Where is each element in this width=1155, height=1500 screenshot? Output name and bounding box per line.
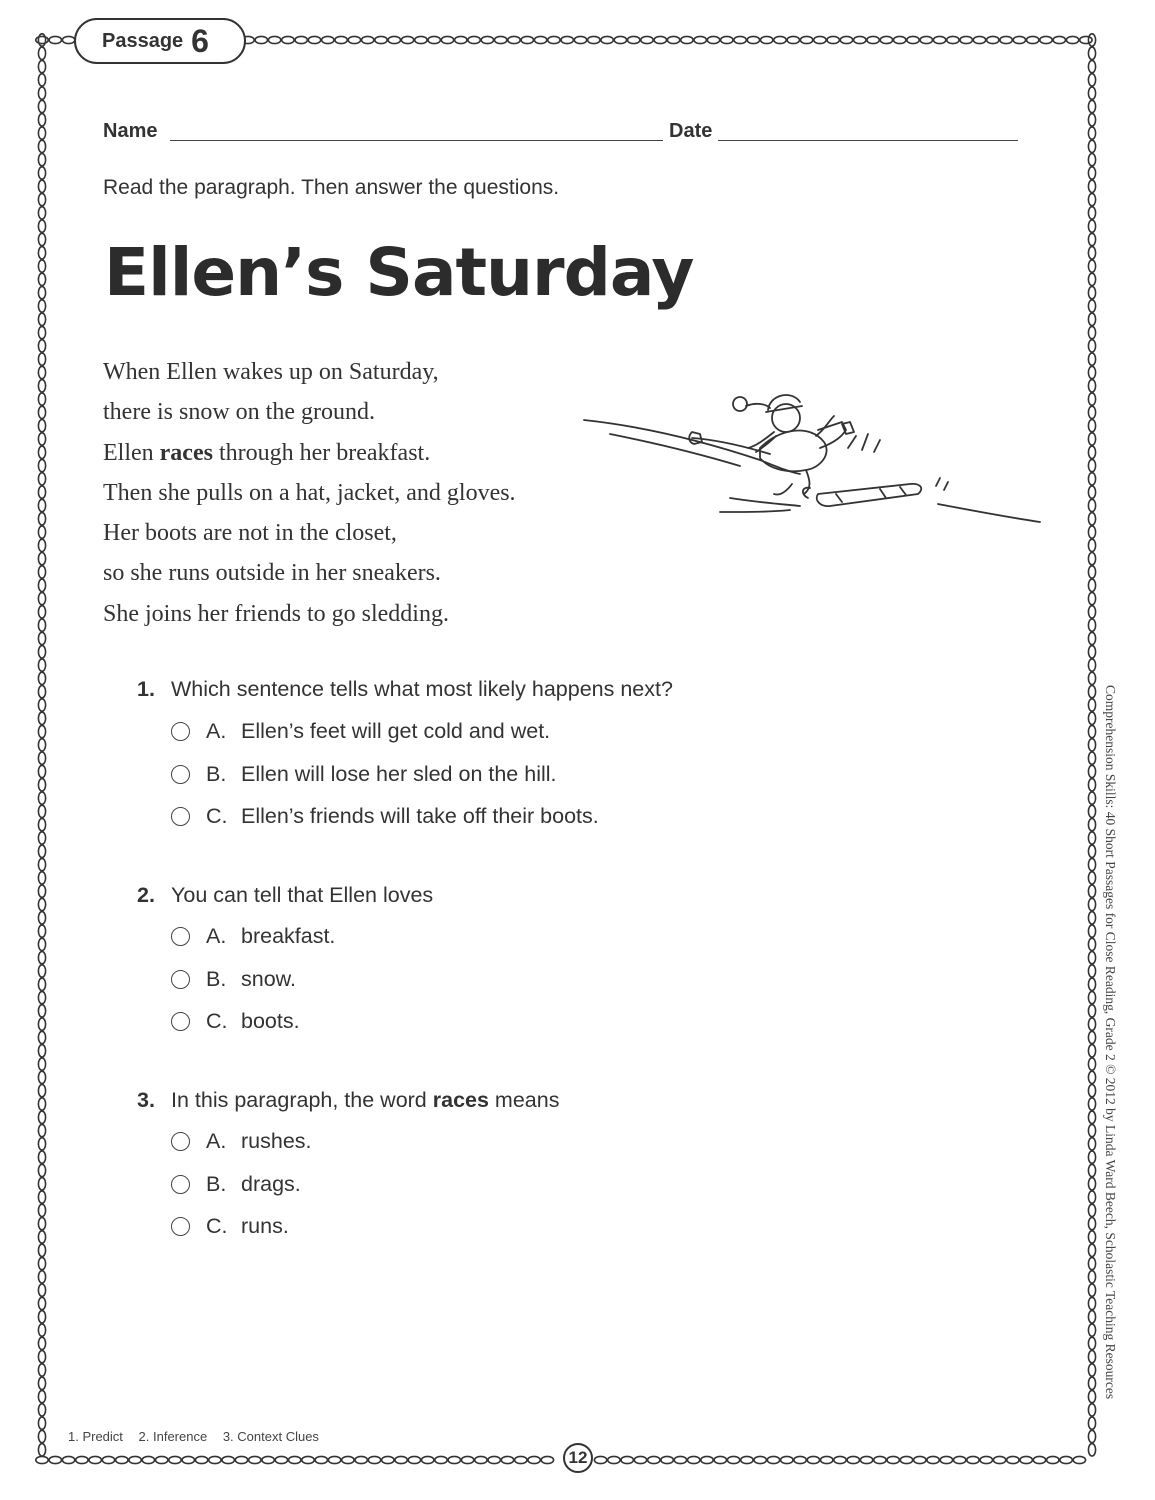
option-letter: C. xyxy=(206,1214,228,1238)
sledding-girl-illustration xyxy=(580,388,1045,538)
question-2 xyxy=(137,883,433,908)
radio-button[interactable] xyxy=(171,807,190,826)
passage-text xyxy=(103,352,516,634)
date-label: Date xyxy=(669,120,713,142)
name-field-line[interactable] xyxy=(170,140,663,141)
question-text: You can tell that Ellen loves xyxy=(171,883,434,907)
passage-number: 6 xyxy=(191,22,209,59)
passage-label: Passage xyxy=(102,29,184,52)
option-text: rushes. xyxy=(241,1129,312,1153)
option-letter: B. xyxy=(206,1172,227,1196)
radio-button[interactable] xyxy=(171,1012,190,1031)
question-number: 2. xyxy=(137,883,155,907)
copyright-credit: Comprehension Skills: 40 Short Passages for Close Reading, Grade 2 © 2012 by Linda Ward Beech, Scholastic Teaching Resources xyxy=(1103,685,1118,1400)
instructions: Read the paragraph. Then answer the questions. xyxy=(103,176,560,199)
option-text: breakfast. xyxy=(241,924,336,948)
skills-footer xyxy=(68,1429,331,1444)
option-text: Ellen’s friends will take off their boots. xyxy=(241,804,599,828)
option-letter: A. xyxy=(206,1129,227,1153)
option-text: Ellen’s feet will get cold and wet. xyxy=(241,719,551,743)
question-1 xyxy=(137,677,673,702)
passage-line: Ellen races through her breakfast. xyxy=(103,439,431,466)
skill-label: 1. Predict xyxy=(68,1429,123,1444)
option-text: snow. xyxy=(241,967,296,991)
radio-button[interactable] xyxy=(171,722,190,741)
option-letter: A. xyxy=(206,719,227,743)
passage-title: Ellen’s Saturday xyxy=(104,234,694,311)
radio-button[interactable] xyxy=(171,927,190,946)
name-date-row xyxy=(103,118,1018,144)
option-text: Ellen will lose her sled on the hill. xyxy=(241,762,557,786)
radio-button[interactable] xyxy=(171,1175,190,1194)
radio-button[interactable] xyxy=(171,970,190,989)
name-label: Name xyxy=(103,120,158,142)
question-text: Which sentence tells what most likely happens next? xyxy=(171,677,673,701)
option-text: drags. xyxy=(241,1172,301,1196)
passage-line: When Ellen wakes up on Saturday, xyxy=(103,359,439,385)
date-field-line[interactable] xyxy=(718,140,1018,141)
question-number: 1. xyxy=(137,677,155,701)
skill-label: 3. Context Clues xyxy=(222,1429,319,1444)
question-text: In this paragraph, the word xyxy=(171,1088,433,1112)
passage-line: there is snow on the ground. xyxy=(103,399,375,426)
option-text: boots. xyxy=(241,1009,300,1033)
passage-line: Then she pulls on a hat, jacket, and gloves. xyxy=(103,479,516,506)
option-letter: B. xyxy=(206,967,227,991)
option-letter: B. xyxy=(206,762,227,786)
radio-button[interactable] xyxy=(171,1217,190,1236)
question-number: 3. xyxy=(137,1088,155,1112)
option-letter: C. xyxy=(206,804,228,828)
vocab-word: races xyxy=(432,1088,489,1112)
skill-label: 2. Inference xyxy=(138,1429,208,1444)
option-letter: A. xyxy=(206,924,227,948)
radio-button[interactable] xyxy=(171,765,190,784)
page-number: 12 xyxy=(563,1443,593,1473)
passage-tab xyxy=(74,18,246,64)
passage-line: She joins her friends to go sledding. xyxy=(103,600,449,627)
option-text: runs. xyxy=(241,1214,289,1238)
question-3: 3. In this paragraph, the word races means xyxy=(137,1088,560,1112)
vocab-word: races xyxy=(159,439,213,466)
option-letter: C. xyxy=(206,1009,228,1033)
passage-line: so she runs outside in her sneakers. xyxy=(103,560,441,587)
passage-line: Her boots are not in the closet, xyxy=(103,520,397,547)
radio-button[interactable] xyxy=(171,1132,190,1151)
